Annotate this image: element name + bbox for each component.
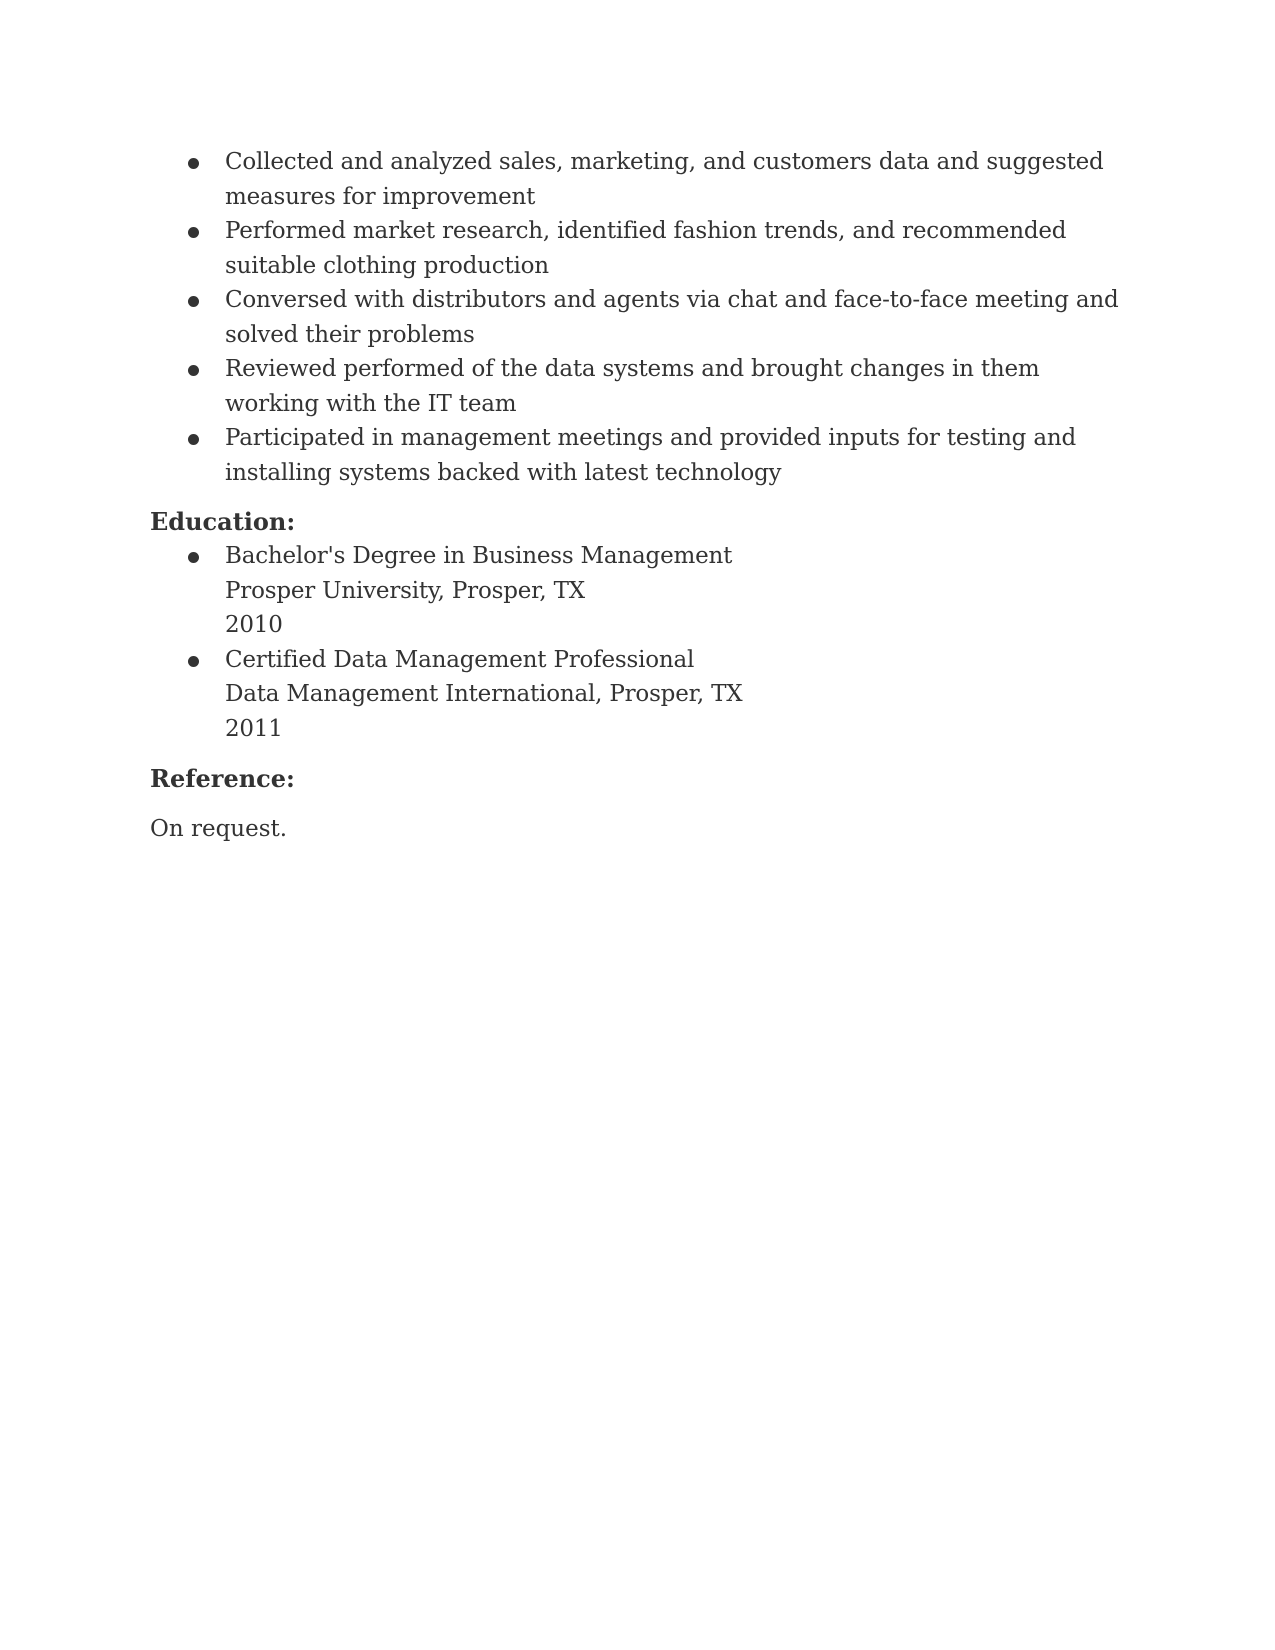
bullet-dot-icon	[188, 158, 199, 169]
experience-bullet-list	[150, 145, 1130, 490]
reference-heading: Reference:	[150, 764, 295, 793]
bullet-dot-icon	[188, 296, 199, 307]
education-list	[150, 539, 1130, 746]
bullet-text: Conversed with distributors and agents via chat and face-to-face meeting and solved their problems	[225, 287, 1119, 348]
bullet-text: Participated in management meetings and provided inputs for testing and installing systems backed with latest technology	[225, 425, 1076, 486]
institution-name: Data Management International, Prosper, TX	[225, 681, 743, 707]
list-item	[150, 214, 1130, 283]
reference-text: On request.	[150, 816, 288, 842]
graduation-year: 2010	[225, 612, 283, 638]
bullet-dot-icon	[188, 227, 199, 238]
document-page	[150, 145, 1130, 846]
graduation-year: 2011	[225, 715, 283, 742]
list-item	[150, 283, 1130, 352]
list-item	[150, 539, 1130, 643]
institution-name: Prosper University, Prosper, TX	[225, 577, 585, 604]
list-item	[150, 352, 1130, 421]
bullet-text: Collected and analyzed sales, marketing, and customers data and suggested measures for improvement	[225, 149, 1104, 210]
bullet-text: Performed market research, identified fashion trends, and recommended suitable clothing production	[225, 218, 1067, 279]
bullet-dot-icon	[188, 552, 199, 563]
bullet-text: Reviewed performed of the data systems and brought changes in them working with the IT team	[225, 356, 1040, 417]
degree-name: Certified Data Management Professional	[225, 646, 695, 673]
bullet-dot-icon	[188, 365, 199, 376]
list-item	[150, 145, 1130, 214]
list-item	[150, 643, 1130, 747]
list-item	[150, 421, 1130, 490]
degree-name: Bachelor's Degree in Business Management	[225, 543, 733, 569]
bullet-dot-icon	[188, 434, 199, 445]
education-heading: Education:	[150, 507, 296, 536]
bullet-dot-icon	[188, 656, 199, 667]
